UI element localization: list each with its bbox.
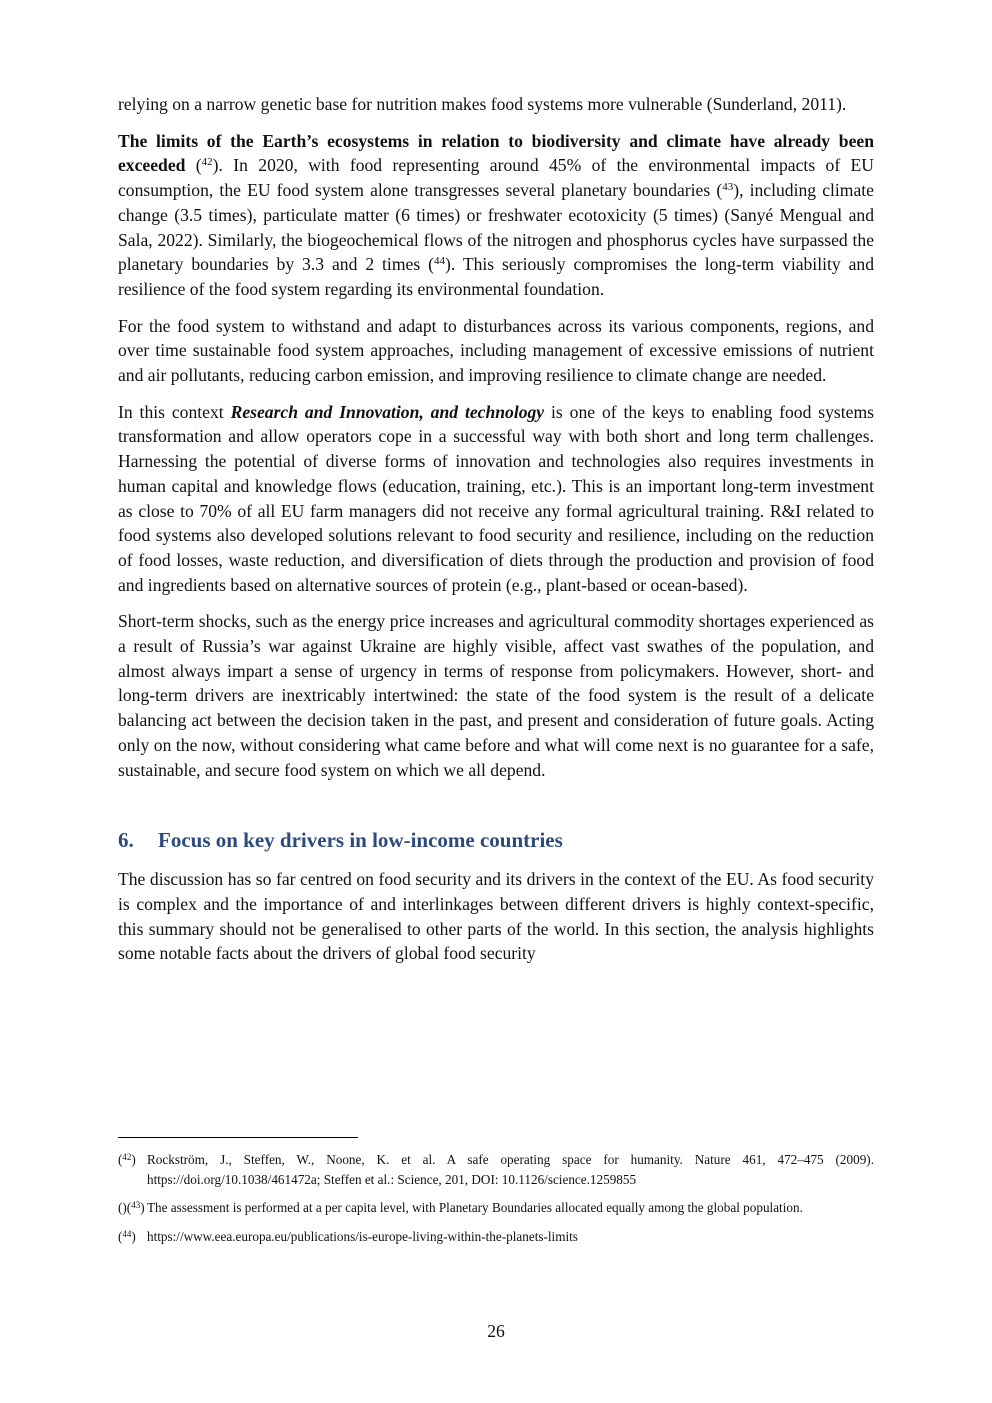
footnote-ref-43[interactable]: 43 (722, 181, 734, 194)
section-heading (118, 828, 874, 853)
paragraph-discussion: The discussion has so far centred on food security and its drivers in the context of the EU. As food security is complex and the importance of and interlinkages between different drivers is highly context-specific, this summary should not be generalised to other parts of the world. In this section, the analysis highlights some notable facts about the drivers of global food security (118, 869, 874, 964)
footnote-ref-44[interactable]: 44 (433, 255, 445, 268)
page-body (118, 92, 874, 978)
footnote-separator (118, 1137, 358, 1138)
footnote-marker: ()($^{43}$) (118, 1200, 145, 1215)
paragraph-ecosystem-limits: The limits of the Earth’s ecosystems in relation to biodiversity and climate have already been exceeded ($^{42}$). In 2020, with food representing around 45% of the environmental impacts of EU consumption, the EU food system alone transgresses several planetary boundaries ($^{43}$), including climate change (3.5 times), particulate matter (6 times) or freshwater ecotoxicity (5 times) (Sanyé Mengual and Sala, 2022). Similarly, the biogeochemical flows of the nitrogen and phosphorus cycles have surpassed the planetary boundaries by 3.3 and 2 times ($^{44}$). This seriously compromises the long-term viability and resilience of the food system regarding its environmental foundation. (118, 130, 874, 299)
paragraph-research-innovation: In this context Research and Innovation, and technology is one of the keys to enabling food systems transformation and allow operators cope in a successful way with both short and long term challenges. Harnessing the potential of diverse forms of innovation and technologies also requires investments in human capital and knowledge flows (education, training, etc.). This is an important long-term investment as close to 70% of all EU farm managers did not receive any formal agricultural training. R&I related to food systems also developed solutions relevant to food security and resilience, including on the reduction of food losses, waste reduction, and diversification of diets through the production and provision of food and ingredients based on alternative sources of protein (e.g., plant-based or ocean-based). (118, 401, 875, 595)
footnote-ref-42[interactable]: 42 (201, 156, 213, 169)
footnotes (118, 1150, 874, 1255)
section-number: 6. (118, 828, 134, 853)
paragraph-withstand: For the food system to withstand and adapt to disturbances across its various components, regions, and over time sustainable food system approaches, including management of excessive emissions of nutrient and air pollutants, reducing carbon emission, and improving resilience to climate change are needed. (118, 315, 874, 386)
footnote-42 (118, 1150, 874, 1189)
footnote-43 (118, 1198, 874, 1218)
footnote-text: The assessment is performed at a per capita level, with Planetary Boundaries allocated equally among the global population. (147, 1200, 803, 1215)
section-title: Focus on key drivers in low-income countries (158, 828, 563, 853)
paragraph-short-term-shocks: Short-term shocks, such as the energy price increases and agricultural commodity shortages experienced as a result of Russia’s war against Ukraine are highly visible, affect vast swathes of the population, and almost always impart a sense of urgency in terms of response from policymakers. However, short- and long-term drivers are inextricably intertwined: the state of the food system is the result of a delicate balancing act between the decision taken in the past, and present and consideration of future goals. Acting only on the now, without considering what came before and what will come next is no guarantee for a safe, sustainable, and secure food system on which we all depend. (118, 611, 874, 780)
footnote-text: Rockström, J., Steffen, W., Noone, K. et al. A safe operating space for humanity. Nature 461, 472–475 (2009). https://doi.org/10.1038/461472a; Steffen et al.: Science, 201, DOI: 10.1126/science.1259855 (147, 1152, 874, 1187)
emphasis-research-innovation: Research and Innovation, and technology (230, 401, 545, 422)
bold-lead: The limits of the Earth’s ecosystems in relation to biodiversity and climate have already been exceeded (118, 130, 874, 176)
footnote-marker: ($^{42}$) (118, 1152, 136, 1167)
footnote-44 (118, 1227, 874, 1247)
paragraph-genetic-base: relying on a narrow genetic base for nutrition makes food systems more vulnerable (Sunderland, 2011). (118, 94, 847, 114)
page-number: 26 (487, 1321, 505, 1341)
footnote-marker: ($^{44}$) (118, 1228, 136, 1244)
footnote-link[interactable]: https://www.eea.europa.eu/publications/is-europe-living-within-the-planets-limits (147, 1228, 578, 1244)
